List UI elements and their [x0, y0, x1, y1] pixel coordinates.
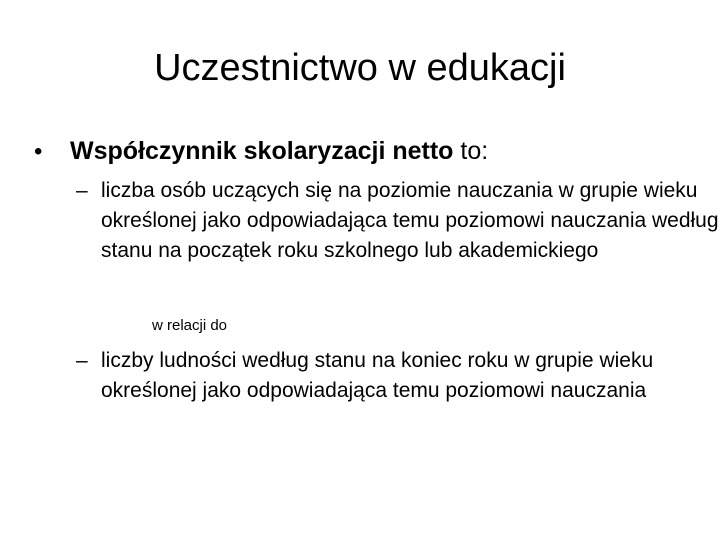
sub-bullet-denominator: [76, 346, 720, 406]
main-bullet: [34, 133, 684, 170]
sub-bullet-numerator: [76, 176, 720, 266]
sub-bullet-text: liczba osób uczących się na poziomie nauczania w grupie wieku określonej jako odpowiadająca temu poziomowi nauczania według stanu na początek roku szkolnego lub akademickiego: [101, 179, 719, 262]
bullet-dot: •: [34, 138, 43, 165]
dash-mark: –: [76, 349, 88, 372]
dash-mark: –: [76, 179, 88, 202]
connector-text: w relacji do: [152, 317, 228, 334]
slide-title: Uczestnictwo w edukacji: [154, 47, 566, 89]
sub-bullet-text: liczby ludności według stanu na koniec roku w grupie wieku określonej jako odpowiadająca temu poziomowi nauczania: [101, 349, 654, 402]
bullet-rest: to:: [453, 137, 489, 165]
bullet-term: Współczynnik skolaryzacji netto: [70, 137, 454, 165]
